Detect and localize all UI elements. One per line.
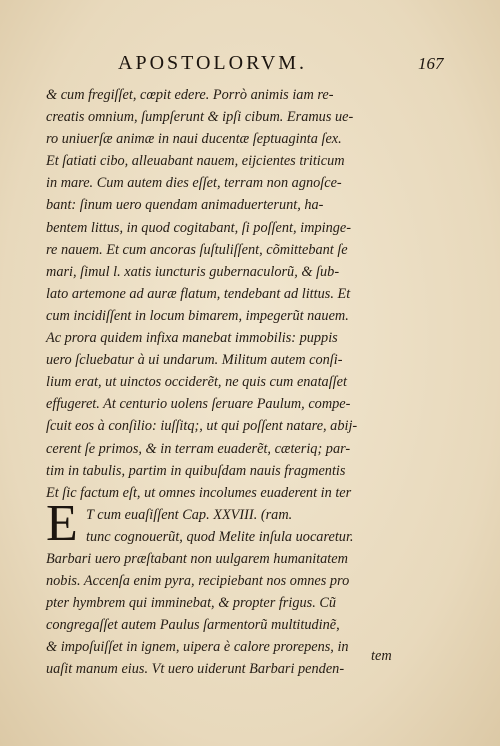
text-line: Ac prora quidem infixa manebat immobilis: puppis (46, 330, 338, 347)
catchword: tem (371, 648, 392, 664)
chapter-heading-line: T cum euaſiſſent Cap. XXVIII. (ram. (86, 506, 293, 523)
text-line: tunc cognouerũt, quod Melite inſula uocaretur. (86, 528, 354, 545)
text-line: lium erat, ut uinctos occiderẽt, ne quis cum enataſſet (46, 374, 347, 391)
text-line: cerent ſe primos, & in terram euaderẽt, cæteriq; par- (46, 440, 351, 457)
text-line: nobis. Accenſa enim pyra, recipiebant nos omnes pro (46, 572, 350, 589)
text-line: ſcuit eos à conſilio: iuſſitq;, ut qui poſſent natare, abij- (46, 418, 358, 435)
page-number: 167 (418, 54, 444, 73)
text-line: Et ſic factum eſt, ut omnes incolumes euaderent in ter (46, 484, 352, 501)
text-line: lato artemone ad auræ flatum, tendebant ad littus. Et (46, 285, 351, 302)
text-line: Barbari uero præſtabant non uulgarem humanitatem (46, 550, 348, 567)
text-line: re nauem. Et cum ancoras ſuſtuliſſent, cõmittebant ſe (46, 241, 348, 258)
text-line: bentem littus, in quod cogitabant, ſi poſſent, impinge- (46, 219, 351, 236)
text-line: ro uniuerſæ animæ in naui ducentæ ſeptuaginta ſex. (46, 131, 342, 148)
text-line: & impoſuiſſet in ignem, uipera è calore prorepens, in (46, 639, 349, 656)
text-line: Et ſatiati cibo, alleuabant nauem, eijcientes triticum (46, 153, 345, 170)
text-line: uaſit manum eius. Vt uero uiderunt Barbari penden- (46, 661, 345, 678)
text-line: tim in tabulis, partim in quibuſdam nauis fragmentis (46, 462, 346, 479)
chapter-opening (46, 494, 396, 552)
text-line: & cum fregiſſet, cœpit edere. Porrò animis iam re- (46, 87, 334, 103)
text-line: pter hymbrem qui imminebat, & propter frigus. Cũ (46, 594, 337, 611)
drop-initial: E (46, 494, 78, 552)
text-line: creatis omnium, ſumpſerunt & ipſi cibum. Eramus ue- (46, 109, 354, 126)
text-line: uero ſcluebatur à ui undarum. Militum autem conſi- (46, 352, 343, 369)
text-line: effugeret. At centurio uolens ſeruare Paulum, compe- (46, 396, 351, 413)
text-line: cum incidiſſent in locum bimarem, impegerũt nauem. (46, 307, 349, 324)
body-text (46, 84, 396, 680)
text-line: congregaſſet autem Paulus ſarmentorũ multitudinẽ, (46, 617, 340, 634)
text-line: in mare. Cum autem dies eſſet, terram non agnoſce- (46, 175, 342, 192)
text-line: mari, ſimul l. xatis iuncturis gubernaculorũ, & ſub- (46, 263, 340, 280)
text-line: bant: ſinum uero quendam animaduerterunt, ha- (46, 197, 324, 214)
running-head: APOSTOLORVM. (118, 52, 308, 74)
